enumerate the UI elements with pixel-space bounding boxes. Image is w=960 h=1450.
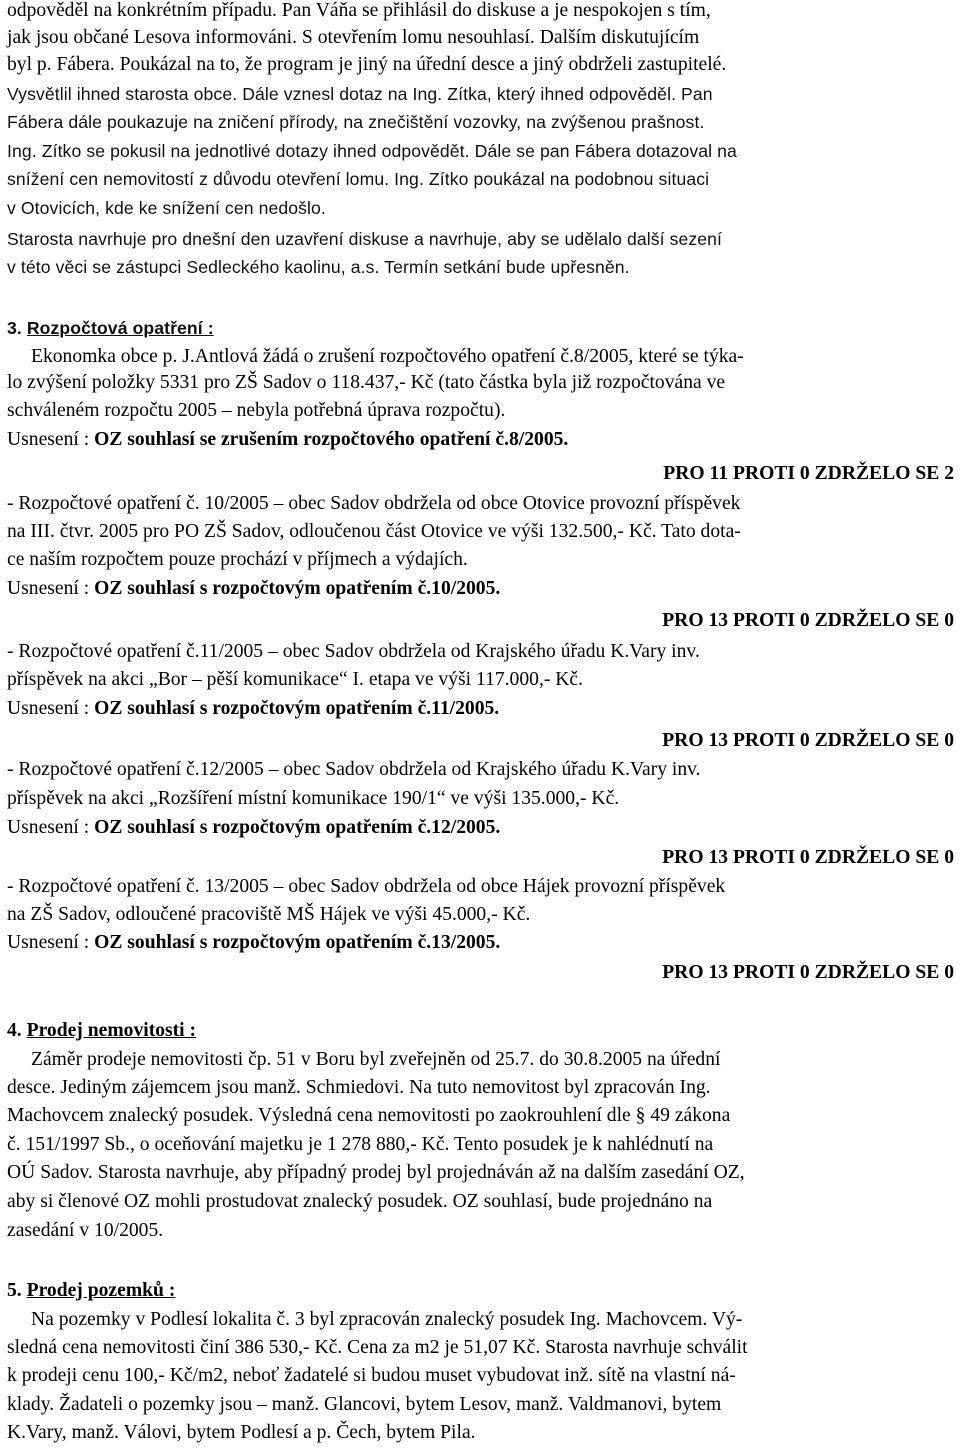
text-line: schváleném rozpočtu 2005 – nebyla potřebná úprava rozpočtu). — [7, 400, 506, 421]
resolution-line — [7, 929, 957, 957]
section-heading-4 — [7, 1017, 957, 1045]
resolution-text: OZ souhlasí s rozpočtovým opatřením č.13/2005. — [94, 932, 501, 953]
resolution-text: OZ souhlasí se zrušením rozpočtového opatření č.8/2005. — [94, 429, 569, 450]
section-number: 5. — [7, 1280, 22, 1301]
text-line: příspěvek na akci „Rozšíření místní komunikace 190/1“ ve výši 135.000,- Kč. — [7, 788, 620, 809]
text-line — [7, 1046, 957, 1074]
resolution-prefix: Usnesení : — [7, 932, 95, 953]
line-text: Ekonomka obce p. J.Antlová žádá o zrušení rozpočtového opatření č.8/2005, které se týka- — [31, 346, 744, 367]
text-line: - Rozpočtové opatření č.11/2005 – obec Sadov obdržela od Krajského úřadu K.Vary inv. — [7, 641, 700, 662]
section-number: 3. — [7, 318, 22, 338]
text-line — [7, 1306, 957, 1334]
section-heading-3 — [7, 314, 957, 342]
text-line: č. 151/1997 Sb., o oceňování majetku je 1 278 880,- Kč. Tento posudek je k nahlédnutí na — [7, 1134, 714, 1155]
text-line: na III. čtvr. 2005 pro PO ZŠ Sadov, odloučenou část Otovice ve výši 132.500,- Kč. Tato dota- — [7, 521, 741, 542]
resolution-line — [7, 814, 957, 842]
section-title: Prodej pozemků : — [26, 1280, 176, 1301]
text-line — [7, 343, 957, 371]
text-line: OÚ Sadov. Starosta navrhuje, aby případný prodej byl projednáván až na dalším zasedání OZ, — [7, 1162, 745, 1183]
text-line: v této věci se zástupci Sedleckého kaolinu, a.s. Termín setkání bude upřesněn. — [7, 257, 630, 277]
text-line: Fábera dále poukazuje na zničení přírody, na znečištění vozovky, na zvýšenou prašnost. — [7, 112, 705, 132]
text-line: Machovcem znalecký posudek. Výsledná cena nemovitosti po zaokrouhlení dle § 49 zákona — [7, 1105, 731, 1126]
text-line: příspěvek na akci „Bor – pěší komunikace“ I. etapa ve výši 117.000,- Kč. — [7, 669, 584, 690]
section-heading-5 — [7, 1277, 957, 1305]
text-line: jak jsou občané Lesova informováni. S otevřením lomu nesouhlasí. Dalším diskutujícím — [7, 27, 700, 48]
text-line: Ing. Zítko se pokusil na jednotlivé dotazy ihned odpovědět. Dále se pan Fábera dotazoval na — [7, 141, 737, 161]
text-line: K.Vary, manž. Válovi, bytem Podlesí a p. Čech, bytem Pila. — [7, 1422, 476, 1443]
resolution-prefix: Usnesení : — [7, 429, 95, 450]
vote-result: PRO 11 PROTI 0 ZDRŽELO SE 2 — [663, 463, 954, 484]
text-line: - Rozpočtové opatření č. 10/2005 – obec Sadov obdržela od obce Otovice provozní příspěvek — [7, 493, 741, 514]
text-line: snížení cen nemovitostí z důvodu otevření lomu. Ing. Zítko poukázal na podobnou situaci — [7, 169, 710, 189]
section-number: 4. — [7, 1020, 22, 1041]
text-line: sledná cena nemovitosti činí 386 530,- Kč. Cena za m2 je 51,07 Kč. Starosta navrhuje schválit — [7, 1337, 748, 1358]
text-line: k prodeji cenu 100,- Kč/m2, neboť žadatelé si budou muset vybudovat inž. sítě na vlastní ná- — [7, 1365, 736, 1386]
text-line: byl p. Fábera. Poukázal na to, že program je jiný na úřední desce a jiný obdrželi zastupitelé. — [7, 54, 727, 75]
vote-result: PRO 13 PROTI 0 ZDRŽELO SE 0 — [662, 962, 954, 983]
text-line: odpověděl na konkrétním případu. Pan Váňa se přihlásil do diskuse a je nespokojen s tím, — [7, 0, 711, 21]
resolution-line — [7, 426, 957, 454]
text-line: Starosta navrhuje pro dnešní den uzavření diskuse a navrhuje, aby se udělalo další sezení — [7, 229, 723, 249]
text-line: zasedání v 10/2005. — [7, 1220, 164, 1241]
resolution-prefix: Usnesení : — [7, 698, 95, 719]
text-line: aby si členové OZ mohli prostudovat znalecký posudek. OZ souhlasí, bude projednáno na — [7, 1191, 713, 1212]
line-text: Záměr prodeje nemovitosti čp. 51 v Boru byl zveřejněn od 25.7. do 30.8.2005 na úřední — [31, 1049, 721, 1070]
text-line: - Rozpočtové opatření č. 13/2005 – obec Sadov obdržela od obce Hájek provozní příspěvek — [7, 876, 726, 897]
vote-result: PRO 13 PROTI 0 ZDRŽELO SE 0 — [662, 730, 954, 751]
resolution-prefix: Usnesení : — [7, 578, 95, 599]
resolution-line — [7, 695, 957, 723]
vote-result: PRO 13 PROTI 0 ZDRŽELO SE 0 — [662, 610, 954, 631]
line-text: Na pozemky v Podlesí lokalita č. 3 byl zpracován znalecký posudek Ing. Machovcem. Vý- — [31, 1309, 743, 1330]
resolution-text: OZ souhlasí s rozpočtovým opatřením č.10/2005. — [94, 578, 501, 599]
text-line: ce naším rozpočtem pouze prochází v příjmech a výdajích. — [7, 549, 468, 570]
resolution-text: OZ souhlasí s rozpočtovým opatřením č.11/2005. — [94, 698, 500, 719]
resolution-prefix: Usnesení : — [7, 817, 95, 838]
text-line: Vysvětlil ihned starosta obce. Dále vznesl dotaz na Ing. Zítka, který ihned odpověděl. Pan — [7, 84, 713, 104]
text-line: klady. Žadateli o pozemky jsou – manž. Glancovi, bytem Lesov, manž. Valdmanovi, bytem — [7, 1394, 722, 1415]
section-title: Rozpočtová opatření : — [26, 318, 214, 338]
section-title: Prodej nemovitosti : — [26, 1020, 197, 1041]
text-line: desce. Jediným zájemcem jsou manž. Schmiedovi. Na tuto nemovitost byl zpracován Ing. — [7, 1077, 711, 1098]
vote-result: PRO 13 PROTI 0 ZDRŽELO SE 0 — [662, 847, 954, 868]
text-line: na ZŠ Sadov, odloučené pracoviště MŠ Hájek ve výši 45.000,- Kč. — [7, 904, 531, 925]
text-line: - Rozpočtové opatření č.12/2005 – obec Sadov obdržela od Krajského úřadu K.Vary inv. — [7, 759, 701, 780]
resolution-text: OZ souhlasí s rozpočtovým opatřením č.12/2005. — [94, 817, 501, 838]
text-line: v Otovicích, kde ke snížení cen nedošlo. — [7, 198, 326, 218]
text-line: lo zvýšení položky 5331 pro ZŠ Sadov o 118.437,- Kč (tato částka byla již rozpočtována ve — [7, 372, 726, 393]
resolution-line — [7, 575, 957, 603]
